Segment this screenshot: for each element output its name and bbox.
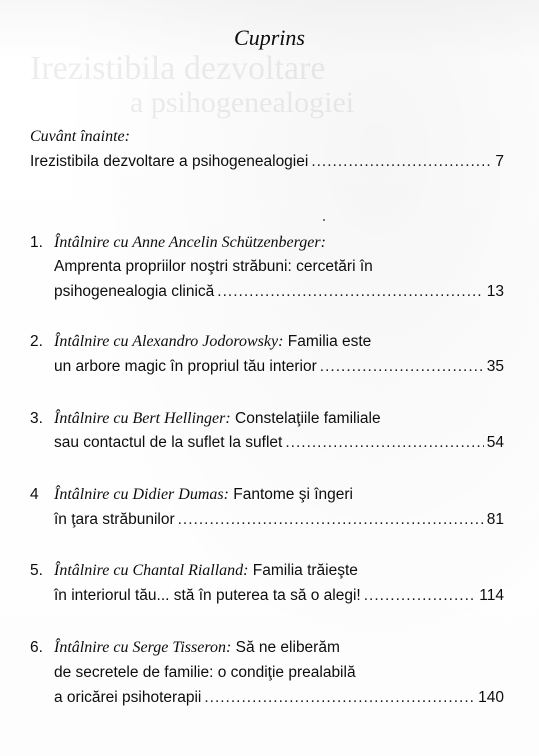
toc-entry-number: 5. xyxy=(30,562,43,579)
toc-entry-1-heading[interactable] xyxy=(30,233,326,253)
dot-leader xyxy=(320,357,484,377)
meeting-prefix: Întâlnire cu xyxy=(54,562,133,579)
dot-leader xyxy=(364,586,477,606)
toc-entry-1-line: Amprenta propriilor noştri străbuni: cercetări în xyxy=(54,258,373,275)
dot-leader xyxy=(217,282,483,302)
author-name: Bert Hellinger: xyxy=(132,410,231,427)
toc-entry-title: Irezistibila dezvoltare a psihogenealogiei xyxy=(30,153,309,170)
toc-entry-foreword[interactable] xyxy=(30,152,504,172)
toc-entry-number: 6. xyxy=(30,639,43,656)
toc-entry-title: în interiorul tău... stă în puterea ta să o alegi! xyxy=(54,587,361,604)
toc-entry-6-heading[interactable] xyxy=(30,638,340,658)
toc-page-number: 35 xyxy=(486,358,504,375)
toc-entry-title-start: Familia trăieşte xyxy=(248,562,358,579)
toc-entry-6-line: de secretele de familie: o condiţie prealabilă xyxy=(54,664,356,681)
author-name: Alexandro Jodorowsky: xyxy=(132,333,284,350)
meeting-prefix: Întâlnire cu xyxy=(54,486,133,503)
speck xyxy=(323,219,325,221)
toc-entry-4[interactable] xyxy=(54,510,504,530)
toc-entry-title: a oricărei psihoterapii xyxy=(54,689,202,706)
toc-page-number: 13 xyxy=(486,283,504,300)
toc-entry-4-heading[interactable] xyxy=(30,485,353,505)
toc-entry-3[interactable] xyxy=(54,433,504,453)
toc-entry-title-start: Să ne eliberăm xyxy=(231,639,340,656)
toc-entry-1[interactable] xyxy=(54,282,504,302)
toc-page-number: 114 xyxy=(479,587,504,604)
toc-entry-6[interactable] xyxy=(54,688,504,708)
toc-entry-number: 3. xyxy=(30,410,43,427)
author-name: Didier Dumas: xyxy=(132,486,229,503)
author-name: Anne Ancelin Schützenberger: xyxy=(132,234,326,251)
dot-leader xyxy=(311,152,492,172)
toc-entry-title: sau contactul de la suflet la suflet xyxy=(54,434,283,451)
author-name: Chantal Rialland: xyxy=(132,562,249,579)
dot-leader xyxy=(204,688,475,708)
bleed-through-text: Irezistibila dezvoltare xyxy=(30,50,326,87)
toc-page-number: 81 xyxy=(486,511,504,528)
toc-page-number: 7 xyxy=(495,153,504,170)
meeting-prefix: Întâlnire cu xyxy=(54,639,133,656)
meeting-prefix: Întâlnire cu xyxy=(54,333,133,350)
toc-entry-number: 1. xyxy=(30,234,43,251)
toc-entry-2[interactable] xyxy=(54,357,504,377)
meeting-prefix: Întâlnire cu xyxy=(54,410,133,427)
toc-entry-5-heading[interactable] xyxy=(30,561,358,581)
toc-page-number: 140 xyxy=(478,689,504,706)
toc-entry-number: 2. xyxy=(30,333,43,350)
page-title: Cuprins xyxy=(234,25,305,50)
toc-entry-5[interactable] xyxy=(54,586,504,606)
dot-leader xyxy=(178,510,484,530)
toc-entry-3-heading[interactable] xyxy=(30,409,381,429)
author-name: Serge Tisseron: xyxy=(132,639,232,656)
toc-page-number: 54 xyxy=(486,434,504,451)
toc-entry-title-start: Familia este xyxy=(283,333,372,350)
toc-entry-title: psihogenealogia clinică xyxy=(54,283,215,300)
toc-entry-title-start: Constelaţiile familiale xyxy=(230,410,381,427)
toc-entry-number: 4 xyxy=(30,486,39,503)
toc-entry-title-start: Fantome şi îngeri xyxy=(228,486,353,503)
dot-leader xyxy=(285,433,483,453)
toc-entry-title: în ţara străbunilor xyxy=(54,511,175,528)
bleed-through-text: a psihogenealogiei xyxy=(130,86,355,119)
toc-entry-title: un arbore magic în propriul tău interior xyxy=(54,358,317,375)
toc-entry-2-heading[interactable] xyxy=(30,332,371,352)
meeting-prefix: Întâlnire cu xyxy=(54,234,133,251)
foreword-label: Cuvânt înainte: xyxy=(30,128,130,145)
